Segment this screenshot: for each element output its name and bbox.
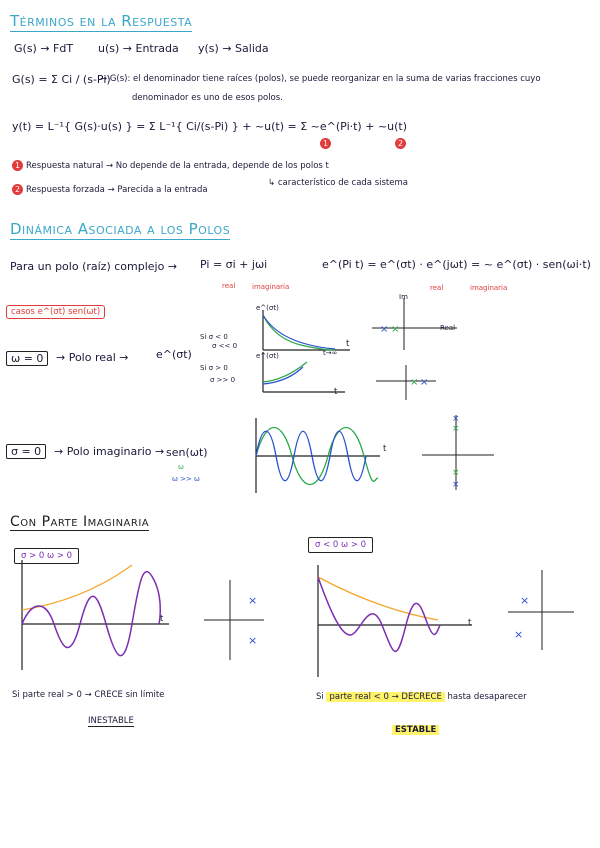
- section-title-terminos: Términos en la Respuesta: [10, 12, 193, 30]
- svg-text:×: ×: [514, 628, 524, 641]
- t-axis-label: t: [346, 339, 350, 349]
- svg-text:×: ×: [410, 377, 419, 388]
- sen-wt-label: sen(ωt): [166, 446, 208, 459]
- svg-text:×: ×: [520, 594, 530, 607]
- case-sigma-positive: σ > 0 ω > 0: [14, 548, 79, 564]
- gs-partial-fraction-formula: G(s) = Σ Ci / (s-Pi): [12, 73, 111, 86]
- respuesta-natural-text: Respuesta natural → No depende de la entrada, depende de los polos t: [26, 161, 329, 171]
- svg-text:×: ×: [420, 377, 429, 388]
- t-axis-label-4: t: [160, 614, 164, 624]
- growing-oscillation-plot: [14, 560, 174, 672]
- svg-text:×: ×: [452, 424, 460, 434]
- polo-formula: Pi = σi + jωi: [200, 258, 268, 271]
- polo-imaginario-text: → Polo imaginario →: [54, 445, 165, 458]
- yt-inverse-laplace-formula: y(t) = L⁻¹{ G(s)·u(s) } = Σ L⁻¹{ Ci/(s-Pi) } + ~u(t) = Σ ~e^(Pi·t) + ~u(t): [12, 120, 408, 133]
- unstable-label: INESTABLE: [88, 716, 134, 726]
- section-title-dinamica: Dinámica Asociada a los Polos: [10, 220, 231, 238]
- svg-text:×: ×: [452, 468, 460, 478]
- mark-1-icon: 1: [12, 160, 23, 171]
- omega-gg-label: ω >> ω: [172, 475, 200, 483]
- svg-text:×: ×: [380, 324, 389, 335]
- imag-part-label-2: imaginaria: [470, 284, 508, 292]
- t-axis-label-5: t: [468, 618, 472, 628]
- sigma-zero-box: σ = 0: [6, 444, 46, 459]
- decaying-oscillation-plot: [310, 565, 480, 680]
- pole-plane-stable: [508, 570, 576, 650]
- conclusion-unstable: Si parte real > 0 → CRECE sin límite: [12, 690, 165, 700]
- svg-text:×: ×: [248, 634, 258, 647]
- sigma-pos-case: Si σ > 0: [200, 364, 228, 372]
- real-part-label: real: [222, 282, 236, 290]
- ys-definition: y(s) → Salida: [198, 42, 269, 55]
- sigma-neg-strong: σ << 0: [212, 342, 238, 350]
- polo-real-text: → Polo real →: [56, 351, 129, 364]
- gs-note-line1: → G(s): el denominador tiene raíces (polos), se puede reorganizar en la suma de varias fracciones cuyo: [100, 74, 541, 84]
- mark-2-icon: 2: [12, 184, 23, 195]
- omega-zero-box: ω = 0: [6, 351, 48, 366]
- imag-part-label: imaginaria: [252, 283, 290, 291]
- e-sigma-label-2: e^(σt): [256, 352, 279, 360]
- respuesta-forzada-row: [12, 184, 208, 195]
- respuesta-forzada-text: Respuesta forzada → Parecida a la entrada: [26, 185, 208, 195]
- t-axis-label-2: t: [334, 387, 338, 397]
- e-sigma-label-top: e^(σt): [256, 304, 279, 312]
- conclusion-stable-suffix: hasta desaparecer: [447, 692, 527, 702]
- case-sigma-negative: σ < 0 ω > 0: [308, 537, 373, 553]
- mark-2-icon: 2: [395, 138, 406, 149]
- svg-text:×: ×: [452, 480, 460, 490]
- svg-text:×: ×: [452, 414, 460, 424]
- real-axis-label: Real: [440, 324, 456, 332]
- gs-definition: G(s) → FdT: [14, 42, 74, 55]
- real-part-label-2: real: [430, 284, 444, 292]
- e-sigma-t: e^(σt): [156, 348, 192, 361]
- sine-plot: [250, 418, 390, 493]
- us-definition: u(s) → Entrada: [98, 42, 179, 55]
- respuesta-natural-row: [12, 160, 329, 171]
- t-axis-label-3: t: [383, 444, 387, 454]
- svg-text:×: ×: [391, 324, 400, 335]
- omega-label: ω: [178, 463, 184, 471]
- pole-plane-real-pos: [376, 365, 446, 400]
- sigma-neg-case: Si σ < 0: [200, 333, 228, 341]
- pole-plane-unstable: [204, 580, 266, 660]
- pole-plane-imag: [422, 415, 497, 490]
- stable-label: ESTABLE: [392, 725, 439, 735]
- sigma-pos-strong: σ >> 0: [210, 376, 236, 384]
- conclusion-stable: [316, 692, 527, 702]
- casos-box: casos e^(σt) sen(ωt): [6, 305, 105, 319]
- section-title-imaginaria: Con Parte Imaginaria: [10, 514, 150, 530]
- gs-note-line2: denominador es uno de esos polos.: [132, 93, 283, 103]
- caracteristico-note: ↳ característico de cada sistema: [268, 178, 408, 188]
- t-infinity-label: t→∞: [323, 349, 338, 357]
- mark-1-icon: 1: [320, 138, 331, 149]
- exponential-formula: e^(Pi t) = e^(σt) · e^(jωt) = ~ e^(σt) · sen(ωi·t): [322, 258, 591, 271]
- imag-axis-label: Im: [399, 293, 408, 301]
- svg-text:×: ×: [248, 594, 258, 607]
- conclusion-stable-prefix: Si: [316, 692, 324, 702]
- decay-plot: [255, 310, 355, 355]
- polo-complejo-text: Para un polo (raíz) complejo →: [10, 260, 178, 273]
- conclusion-stable-highlight: parte real < 0 → DECRECE: [326, 692, 444, 702]
